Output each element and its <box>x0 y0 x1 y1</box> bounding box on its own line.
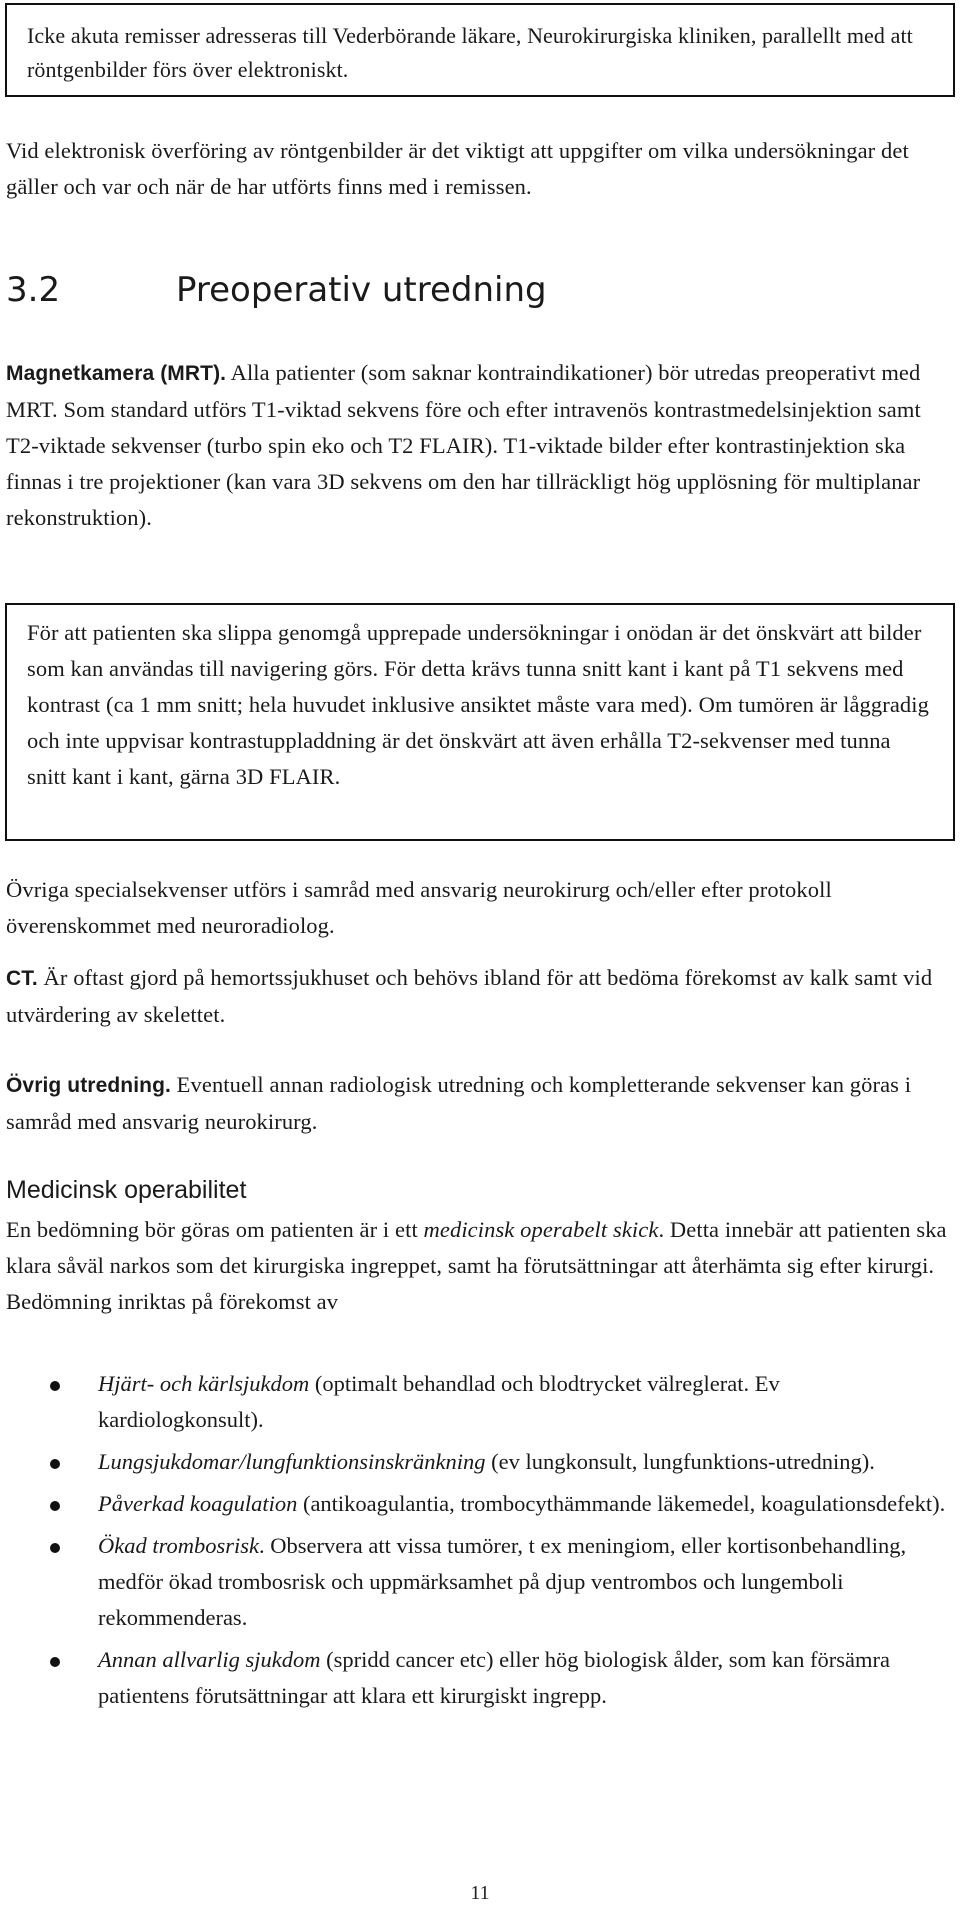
risk-factor-list <box>0 1366 960 1714</box>
list-item-text: (optimalt behandlad och blodtrycket välreglerat. Ev kardiologkonsult). <box>98 1371 780 1432</box>
section-title: Preoperativ utredning <box>176 270 547 310</box>
bullet-icon <box>50 1381 60 1391</box>
bullet-icon <box>50 1459 60 1469</box>
operability-intro <box>6 1212 951 1320</box>
mrt-text: Alla patienter (som saknar kontraindikationer) bör utredas preoperativt med MRT. Som standard utförs T1-viktad sekvens före och efter intravenös kontrastmedelsinjektion samt T2-viktade sekvenser (turbo spin eko och T2 FLAIR). T1-viktade bilder efter kontrastinjektion ska finnas i tre projektioner (kan vara 3D sekvens om den har tillräckligt hög upplösning för multiplanar rekonstruktion). <box>6 360 921 530</box>
mrt-paragraph <box>6 355 951 536</box>
special-sequences-paragraph: Övriga specialsekvenser utförs i samråd med ansvarig neurokirurg och/eller efter protokoll överenskommet med neuroradiolog. <box>6 877 832 938</box>
list-item <box>0 1528 960 1636</box>
list-item-emphasis: Påverkad koagulation <box>98 1491 298 1516</box>
list-item-text: (ev lungkonsult, lungfunktions-utredning). <box>485 1449 875 1474</box>
list-item <box>0 1642 960 1714</box>
referral-note-text: Icke akuta remisser adresseras till Vederbörande läkare, Neurokirurgiska kliniken, parallellt med att röntgenbilder förs över elektroniskt. <box>27 23 913 82</box>
list-item-text: (antikoagulantia, trombocythämmande läkemedel, koagulationsdefekt). <box>297 1491 946 1516</box>
section-heading <box>6 270 547 310</box>
list-item-text: (spridd cancer etc) eller hög biologisk ålder, som kan försämra patientens förutsättningar att klara ett kirurgiskt ingrepp. <box>98 1647 891 1708</box>
intro-text-after: . Detta innebär att patienten ska klara såväl narkos som det kirurgiska ingreppet, samt ha förutsättningar att återhämta sig efter kirurgi. Bedömning inriktas på förekomst av <box>6 1217 947 1314</box>
intro-text-before: En bedömning bör göras om patienten är i ett <box>6 1217 424 1242</box>
mrt-label: Magnetkamera (MRT). <box>6 362 227 385</box>
other-investigation-text: Eventuell annan radiologisk utredning och kompletterande sekvenser kan göras i samråd med ansvarig neurokirurg. <box>6 1072 912 1134</box>
other-investigation-paragraph <box>6 1067 951 1140</box>
list-item-emphasis: Lungsjukdomar/lungfunktionsinskränkning <box>98 1449 486 1474</box>
ct-text: Är oftast gjord på hemortssjukhuset och behövs ibland för att bedöma förekomst av kalk samt vid utvärdering av skelettet. <box>6 965 933 1027</box>
bullet-icon <box>50 1543 60 1553</box>
other-investigation-label: Övrig utredning. <box>6 1074 171 1097</box>
list-item <box>0 1366 960 1438</box>
ct-paragraph <box>6 960 951 1033</box>
mrt-paragraph-block <box>6 355 951 536</box>
list-item <box>0 1486 960 1522</box>
operability-intro-block <box>6 1212 951 1320</box>
operability-heading: Medicinsk operabilitet <box>6 1176 247 1204</box>
navigation-note-text: För att patienten ska slippa genomgå upprepade undersökningar i onödan är det önskvärt att bilder som kan användas till navigering görs. För detta krävs tunna snitt kant i kant på T1 sekvens med kontrast (ca 1 mm snitt; hela huvudet inklusive ansiktet måste vara med). Om tumören är låggradig och inte uppvisar kontrastuppladdning är det önskvärt att även erhålla T2-sekvenser med tunna snitt kant i kant, gärna 3D FLAIR. <box>27 620 929 789</box>
section-number: 3.2 <box>6 270 61 310</box>
bullet-icon <box>50 1657 60 1667</box>
intro-emphasis: medicinsk operabelt skick <box>423 1217 659 1242</box>
transfer-paragraph-block <box>6 133 951 205</box>
ct-paragraph-block <box>6 960 951 1033</box>
bullet-icon <box>50 1501 60 1511</box>
special-sequences-block <box>6 872 951 944</box>
list-item-emphasis: Ökad trombosrisk <box>98 1533 260 1558</box>
list-item <box>0 1444 960 1480</box>
navigation-note-box <box>5 603 955 841</box>
other-investigation-block <box>6 1067 951 1140</box>
referral-note-box <box>5 3 955 97</box>
page-number: 11 <box>470 1882 490 1904</box>
list-item-emphasis: Hjärt- och kärlsjukdom <box>98 1371 310 1396</box>
ct-label: CT. <box>6 967 38 990</box>
list-item-text: . Observera att vissa tumörer, t ex meningiom, eller kortisonbehandling, medför ökad trombosrisk och uppmärksamhet på djup ventrombos och lungemboli rekommenderas. <box>98 1533 907 1630</box>
list-item-emphasis: Annan allvarlig sjukdom <box>98 1647 321 1672</box>
transfer-paragraph: Vid elektronisk överföring av röntgenbilder är det viktigt att uppgifter om vilka undersökningar det gäller och var och när de har utförts finns med i remissen. <box>6 138 909 199</box>
